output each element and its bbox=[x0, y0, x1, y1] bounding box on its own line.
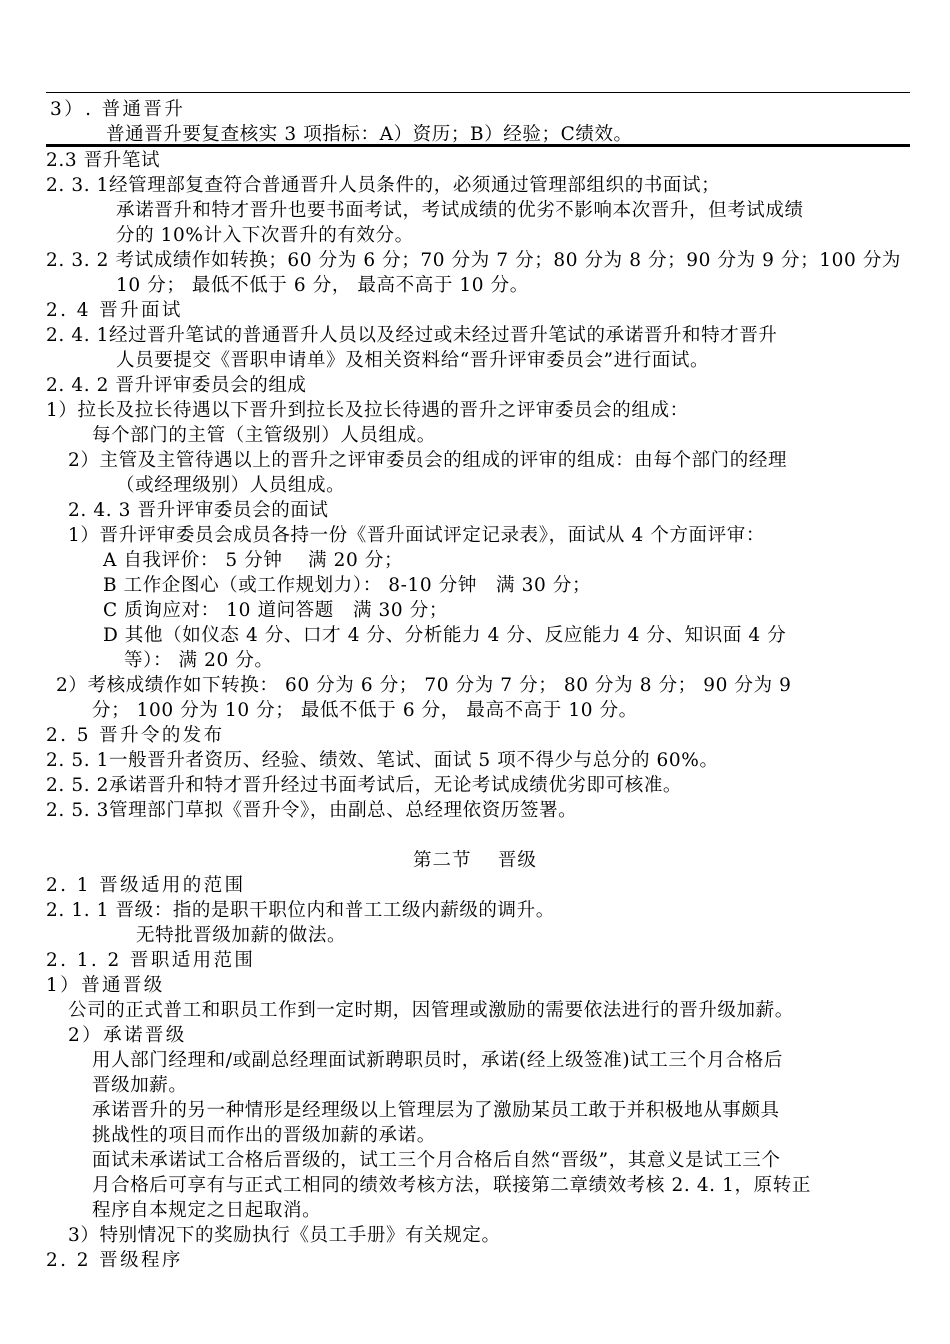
paragraph-line: 承诺晋升的另一种情形是经理级以上管理层为了激励某员工敢于并积极地从事颇具 bbox=[92, 1100, 780, 1121]
paragraph-line: 程序自本规定之日起取消。 bbox=[92, 1200, 322, 1221]
list-item: 2）考核成绩作如下转换： 60 分为 6 分； 70 分为 7 分； 80 分为 8 分； 90 分为 9 bbox=[56, 675, 792, 696]
paragraph-line: 月合格后可享有与正式工相同的绩效考核方法，联接第二章绩效考核 2. 4. 1，原转正 bbox=[92, 1175, 811, 1196]
paragraph-line: （或经理级别）人员组成。 bbox=[116, 475, 346, 496]
paragraph-line: 每个部门的主管（主管级别）人员组成。 bbox=[92, 425, 436, 446]
list-item: 1）普通晋级 bbox=[46, 975, 165, 996]
paragraph-line: 面试未承诺试工合格后晋级的，试工三个月合格后自然“晋级”，其意义是试工三个 bbox=[92, 1150, 781, 1171]
section-heading: 2. 5 晋升令的发布 bbox=[46, 725, 225, 746]
paragraph-line: 2. 1. 1 晋级：指的是职干职位内和普工工级内薪级的调升。 bbox=[46, 900, 555, 921]
paragraph-line: 2. 5. 3管理部门草拟《晋升令》，由副总、总经理依资历签署。 bbox=[46, 800, 578, 821]
paragraph-line: 公司的正式普工和职员工作到一定时期，因管理或激励的需要依法进行的晋升级加薪。 bbox=[68, 1000, 794, 1021]
paragraph-line: 2. 5. 2承诺晋升和特才晋升经过书面考试后，无论考试成绩优劣即可核准。 bbox=[46, 775, 683, 796]
paragraph-line: 2. 4. 1经过晋升笔试的普通晋升人员以及经过或未经过晋升笔试的承诺晋升和特才晋升 bbox=[46, 325, 778, 346]
list-item: B 工作企图心（或工作规划力）： 8-10 分钟 满 30 分； bbox=[103, 575, 592, 596]
paragraph-line: 10 分； 最低不低于 6 分， 最高不高于 10 分。 bbox=[116, 275, 529, 296]
paragraph-line: 挑战性的项目而作出的晋级加薪的承诺。 bbox=[92, 1125, 436, 1146]
top-rule bbox=[46, 92, 910, 93]
paragraph-line: 承诺晋升和特才晋升也要书面考试，考试成绩的优劣不影响本次晋升，但考试成绩 bbox=[116, 200, 804, 221]
subsection-heading: 2. 4. 3 晋升评审委员会的面试 bbox=[68, 500, 329, 521]
list-item: C 质询应对： 10 道问答题 满 30 分； bbox=[103, 600, 448, 621]
heading-ordinary-promotion: 3）. 普通晋升 bbox=[50, 99, 186, 120]
list-item: 1）拉长及拉长待遇以下晋升到拉长及拉长待遇的晋升之评审委员会的组成： bbox=[46, 400, 689, 421]
list-item: 2）承诺晋级 bbox=[68, 1025, 187, 1046]
paragraph-line: 2. 3. 2 考试成绩作如转换；60 分为 6 分；70 分为 7 分；80 分为 8 分；90 分为 9 分；100 分为 bbox=[46, 250, 902, 271]
paragraph-line: 2. 5. 1一般晋升者资历、经验、绩效、笔试、面试 5 项不得少与总分的 60%。 bbox=[46, 750, 719, 771]
section-heading: 2. 2 晋级程序 bbox=[46, 1250, 183, 1271]
paragraph-line: 等）： 满 20 分。 bbox=[124, 650, 274, 671]
paragraph-line: 普通晋升要复查核实 3 项指标：A）资历；B）经验；C绩效。 bbox=[106, 124, 633, 145]
section-heading: 2. 4 晋升面试 bbox=[46, 300, 183, 321]
subsection-heading: 2. 4. 2 晋升评审委员会的组成 bbox=[46, 375, 307, 396]
paragraph-line: 用人部门经理和/或副总经理面试新聘职员时，承诺(经上级签准)试工三个月合格后 bbox=[92, 1050, 783, 1071]
list-item: 2）主管及主管待遇以上的晋升之评审委员会的组成的评审的组成：由每个部门的经理 bbox=[68, 450, 788, 471]
paragraph-line: 分的 10%计入下次晋升的有效分。 bbox=[116, 225, 414, 246]
subsection-heading: 2. 1. 2 晋职适用范围 bbox=[46, 950, 256, 971]
list-item: 1）晋升评审委员会成员各持一份《晋升面试评定记录表》，面试从 4 个方面评审： bbox=[68, 525, 765, 546]
section-heading: 2. 1 晋级适用的范围 bbox=[46, 875, 246, 896]
list-item: A 自我评价： 5 分钟 满 20 分； bbox=[103, 550, 404, 571]
list-item: 3）特别情况下的奖励执行《员工手册》有关规定。 bbox=[68, 1225, 501, 1246]
paragraph-line: 晋级加薪。 bbox=[92, 1075, 188, 1096]
paragraph-line: 分； 100 分为 10 分； 最低不低于 6 分， 最高不高于 10 分。 bbox=[92, 700, 638, 721]
paragraph-line: 人员要提交《晋职申请单》及相关资料给“晋升评审委员会”进行面试。 bbox=[116, 350, 710, 371]
section-heading: 2.3 晋升笔试 bbox=[46, 150, 161, 171]
paragraph-line: 无特批晋级加薪的做法。 bbox=[136, 925, 347, 946]
chapter-heading: 第二节 晋级 bbox=[413, 850, 537, 871]
paragraph-line: 2. 3. 1经管理部复查符合普通晋升人员条件的，必须通过管理部组织的书面试； bbox=[46, 175, 721, 196]
list-item: D 其他（如仪态 4 分、口才 4 分、分析能力 4 分、反应能力 4 分、知识面 4 分 bbox=[103, 625, 787, 646]
